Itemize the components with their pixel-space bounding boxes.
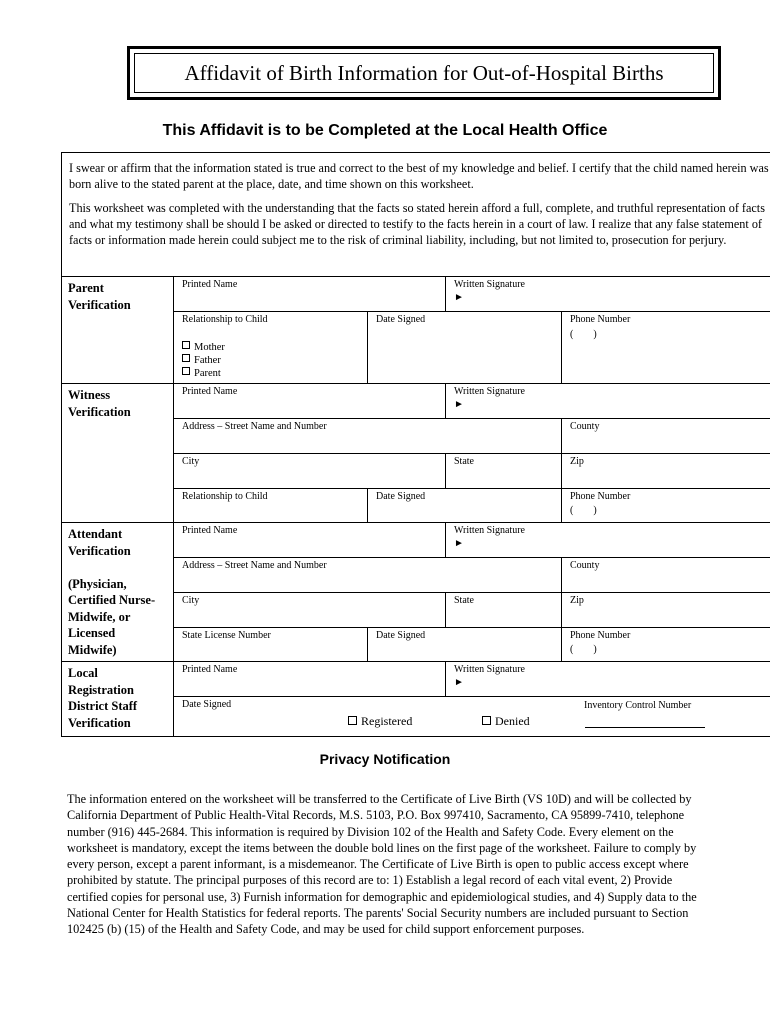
parent-written-signature-field[interactable] [445,276,770,312]
signature-arrow-icon: ► [454,399,464,410]
section-parent-verification: Parent Verification [61,276,174,384]
local-written-signature-field[interactable] [445,661,770,697]
checkbox-icon [348,716,357,725]
witness-county-field[interactable] [561,418,770,454]
checkbox-label: Mother [194,342,225,353]
field-label: State [454,595,474,606]
field-label: Date Signed [376,630,426,641]
field-label: Address – Street Name and Number [182,421,327,432]
attendant-zip-field[interactable] [561,592,770,628]
parent-printed-name-field[interactable] [173,276,446,312]
attendant-county-field[interactable] [561,557,770,593]
witness-address-field[interactable] [173,418,562,454]
section-attendant-verification: Attendant Verification (Physician, Certified Nurse- Midwife, or Licensed Midwife) [61,522,174,662]
checkbox-label: Denied [495,714,530,728]
attendant-phone-number-field[interactable] [561,627,770,662]
field-label: Date Signed [182,699,232,710]
witness-phone-number-field[interactable] [561,488,770,523]
oath-statement-box [61,152,770,277]
checkbox-label: Parent [194,368,221,379]
parent-relationship-field [173,311,368,384]
field-label: County [570,560,600,571]
phone-parentheses: ( ) [570,505,597,516]
signature-arrow-icon: ► [454,292,464,303]
privacy-heading: Privacy Notification [319,751,451,767]
relationship-options [182,341,359,380]
attendant-state-license-field[interactable] [173,627,368,662]
local-date-and-status-row [173,696,770,737]
relationship-checkbox-mother[interactable] [182,341,359,354]
checkbox-icon [482,716,491,725]
attendant-date-signed-field[interactable] [367,627,562,662]
oath-paragraph-1: I swear or affirm that the information stated is true and correct to the best of my knowledge and belief. I certify that the child named herein was born alive to the stated parent at the place, date, and time shown on this worksheet. [69,161,769,192]
checkbox-label: Father [194,355,221,366]
field-label: Written Signature [454,664,525,675]
witness-zip-field[interactable] [561,453,770,489]
field-label: Date Signed [376,491,426,502]
witness-written-signature-field[interactable] [445,383,770,419]
witness-relationship-field[interactable] [173,488,368,523]
field-label: Printed Name [182,525,238,536]
attendant-city-field[interactable] [173,592,446,628]
parent-date-signed-field[interactable] [367,311,562,384]
attendant-printed-name-field[interactable] [173,522,446,558]
field-label: State License Number [182,630,271,641]
field-label: Written Signature [454,386,525,397]
signature-arrow-icon: ► [454,677,464,688]
checkbox-icon [182,341,190,349]
field-label: County [570,421,600,432]
field-label: Address – Street Name and Number [182,560,327,571]
field-label: Date Signed [376,314,426,325]
inventory-control-input-line[interactable] [585,727,705,728]
title-frame [127,46,721,100]
field-label: Zip [570,595,584,606]
field-label: Phone Number [570,630,631,641]
field-label: Relationship to Child [182,314,268,325]
field-label: Printed Name [182,279,238,290]
oath-paragraph-2: This worksheet was completed with the understanding that the facts so stated herein afford a full, complete, and truthful representation of facts and what my testimony shall be should I be asked or directed to testify to the facts herein in a court of law. I realize that any false statement of facts or information made herein could subject me to the risk of criminal liability, including, but not limited to, prosecution for perjury. [69,200,765,248]
registered-checkbox[interactable] [348,715,412,727]
witness-printed-name-field[interactable] [173,383,446,419]
page-title: Affidavit of Birth Information for Out-of-Hospital Births [134,53,714,93]
relationship-checkbox-father[interactable] [182,354,359,367]
field-label: Written Signature [454,279,525,290]
phone-parentheses: ( ) [570,329,597,340]
relationship-checkbox-parent[interactable] [182,367,359,380]
witness-date-signed-field[interactable] [367,488,562,523]
page-subtitle: This Affidavit is to be Completed at the Local Health Office [162,122,608,139]
field-label: City [182,595,200,606]
attendant-address-field[interactable] [173,557,562,593]
denied-checkbox[interactable] [482,715,530,727]
field-label: Written Signature [454,525,525,536]
parent-phone-number-field[interactable] [561,311,770,384]
field-label: Phone Number [570,314,631,325]
attendant-state-field[interactable] [445,592,562,628]
field-label: Zip [570,456,584,467]
field-label: Printed Name [182,386,238,397]
field-label: Printed Name [182,664,238,675]
attendant-written-signature-field[interactable] [445,522,770,558]
privacy-text: The information entered on the worksheet will be transferred to the Certificate of Live Birth (VS 10D) and will be collected by California Department of Public Health-Vital Records, M.S. 5103, P.O. Box 997410, Sacramento, CA 95899-7410, telephone number (916) 445-2684. This information is required by Division 102 of the Health and Safety Code. Every element on the worksheet is mandatory, except the items between the double bold lines on the first page of the worksheet. Failure to comply by every person, except a parent informant, is a misdemeanor. The Certificate of Live Birth is open to public access except where prohibited by statute. The principal purposes of this record are to: 1) Establish a legal record of each vital event, 2) Provide certified copies for personal use, 3) Furnish information for demographic and epidemiological studies, and 4) Supply data to the National Center for Health Statistics for federal reports. The parents' Social Security numbers are included pursuant to Section 102425 (b) (15) of the Health and Safety Code, and may be used for child support enforcement purposes. [67,792,697,937]
phone-parentheses: ( ) [570,644,597,655]
local-printed-name-field[interactable] [173,661,446,697]
section-local-registration-verification: Local Registration District Staff Verification [61,661,174,737]
field-label: City [182,456,200,467]
field-label: State [454,456,474,467]
field-label: Relationship to Child [182,491,268,502]
signature-arrow-icon: ► [454,538,464,549]
section-witness-verification: Witness Verification [61,383,174,523]
checkbox-icon [182,367,190,375]
verification-form [61,276,770,737]
checkbox-icon [182,354,190,362]
witness-city-field[interactable] [173,453,446,489]
inventory-control-label: Inventory Control Number [584,700,692,711]
witness-state-field[interactable] [445,453,562,489]
checkbox-label: Registered [361,714,413,728]
field-label: Phone Number [570,491,631,502]
